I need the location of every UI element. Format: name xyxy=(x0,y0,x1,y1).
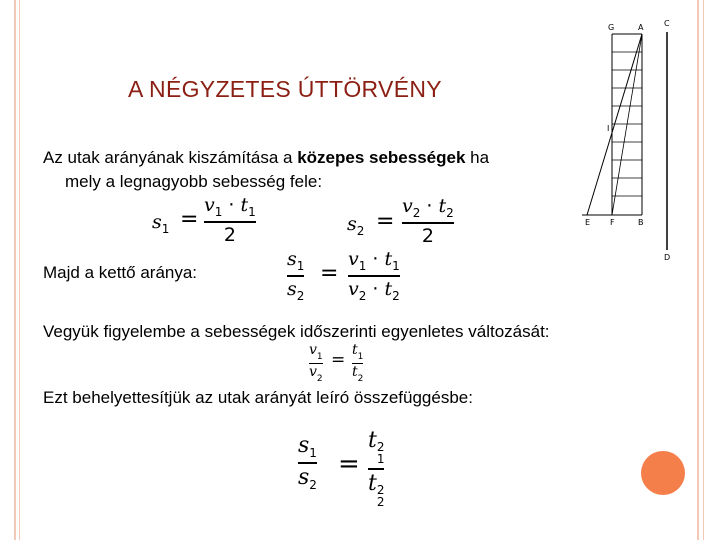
intro-text-pre: Az utak arányának kiszámítása a xyxy=(43,148,298,167)
slide-title: A NÉGYZETES ÚTTÖRVÉNY xyxy=(128,76,442,102)
uniform-equals: = xyxy=(331,350,346,370)
intro-text-post: ha xyxy=(465,148,490,167)
intro-line-2: mely a legnagyobb sebesség fele: xyxy=(65,172,323,191)
formula-1-equals: = xyxy=(180,207,199,232)
label-E: E xyxy=(585,218,591,227)
frame-line-right-inner xyxy=(703,0,704,540)
frame-line-left-inner xyxy=(19,0,20,540)
formula-1-fraction: $v_1 \cdot t_1$ 2 xyxy=(204,194,256,246)
final-lhs-fraction: $s_1$ $s_2$ xyxy=(298,433,317,492)
formula-2-lhs: $s_2$ xyxy=(347,213,365,238)
label-B: B xyxy=(638,218,644,227)
intro-text-bold: közepes sebességek xyxy=(297,148,466,167)
uniform-label: Vegyük figyelembe a sebességek időszerinti egyenletes változását: xyxy=(43,322,550,341)
label-A: A xyxy=(638,23,644,32)
accent-circle xyxy=(641,451,685,495)
ratio-label: Majd a kettő aránya: xyxy=(43,263,198,282)
frame-line-left xyxy=(14,0,16,540)
final-equals: = xyxy=(338,449,360,479)
final-rhs-fraction: t 2 1 t 2 2 xyxy=(368,428,385,509)
label-I: I xyxy=(607,124,610,133)
label-F: F xyxy=(610,218,615,227)
label-C: C xyxy=(664,19,670,28)
frame-line-right xyxy=(697,0,699,540)
uniform-rhs-fraction: $t_1$ $t_2$ xyxy=(352,342,364,384)
falling-body-diagram xyxy=(582,12,692,267)
formula-2-fraction: $v_2 \cdot t_2$ 2 xyxy=(402,195,454,247)
ratio-equals: = xyxy=(320,261,339,286)
ratio-lhs-fraction: $s_1$ $s_2$ xyxy=(287,248,305,303)
ratio-rhs-fraction: $v_1 \cdot t_1$ $v_2 \cdot t_2$ xyxy=(348,248,400,303)
uniform-lhs-fraction: $v_1$ $v_2$ xyxy=(309,342,323,384)
formula-1-lhs: $s_1$ xyxy=(152,211,170,236)
intro-line-1 xyxy=(43,148,489,168)
label-D: D xyxy=(664,253,671,262)
formula-2-equals: = xyxy=(376,209,395,234)
substitute-label: Ezt behelyettesítjük az utak arányát leíró összefüggésbe: xyxy=(43,388,473,407)
label-G: G xyxy=(608,23,615,32)
